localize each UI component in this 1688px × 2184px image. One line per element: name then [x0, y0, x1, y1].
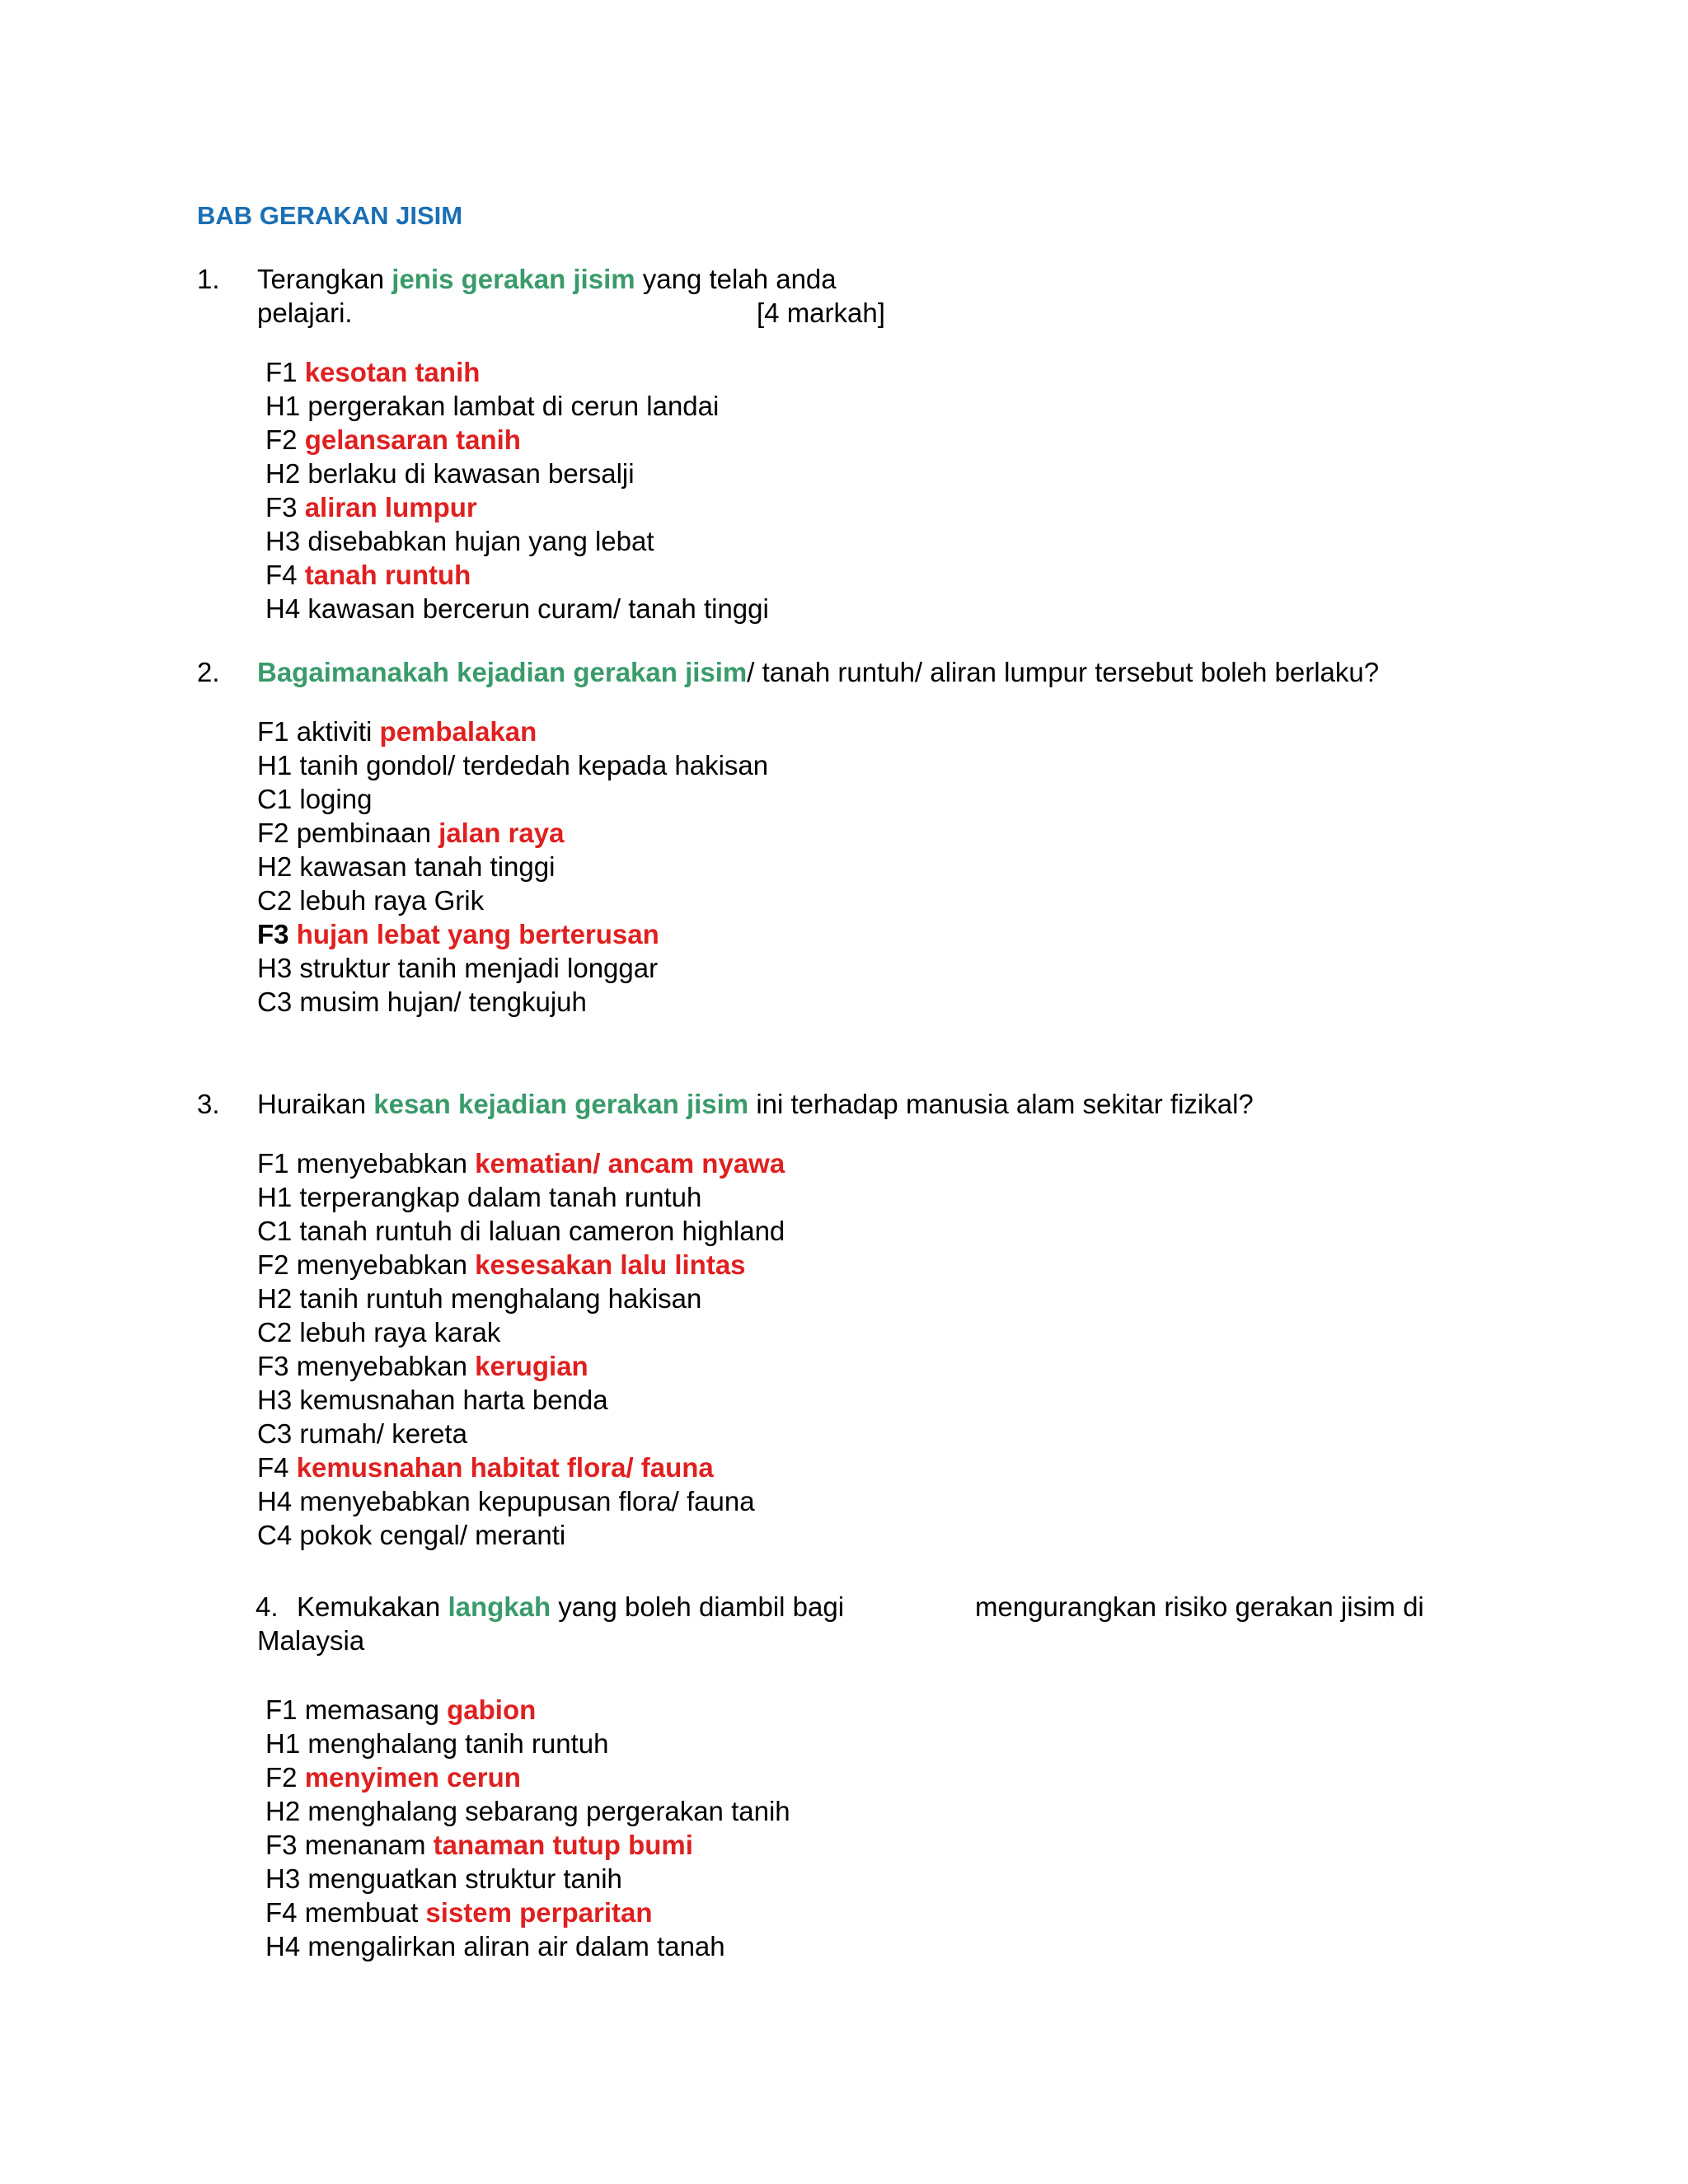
- answer-text: tanih gondol/ terdedah kepada hakisan: [299, 750, 769, 780]
- answer-highlight: kesesakan lalu lintas: [475, 1249, 746, 1280]
- answer-code: H2: [265, 1796, 308, 1826]
- answer-text: kemusnahan harta benda: [299, 1385, 608, 1415]
- answer-text: kawasan tanah tinggi: [299, 851, 556, 882]
- answer-line: [265, 558, 769, 592]
- question-2-post: / tanah runtuh/ aliran lumpur tersebut boleh berlaku?: [747, 657, 1380, 687]
- answer-code: H3: [257, 1385, 300, 1415]
- answer-text: memasang: [304, 1694, 448, 1725]
- answer-code: F3: [257, 1351, 297, 1381]
- answer-text: musim hujan/ tengkujuh: [299, 987, 587, 1017]
- question-3-text: [257, 1087, 1254, 1121]
- answer-highlight: kesotan tanih: [304, 357, 481, 387]
- answer-highlight: pembalakan: [379, 716, 537, 747]
- answer-line: [265, 1862, 790, 1896]
- answer-text: menghalang tanih runtuh: [307, 1728, 609, 1759]
- answer-line: [257, 1518, 785, 1552]
- answer-text: pergerakan lambat di cerun landai: [307, 391, 720, 421]
- answer-text: mengalirkan aliran air dalam tanah: [307, 1931, 725, 1961]
- question-3-answers: [257, 1146, 785, 1552]
- answer-text: menyebabkan: [296, 1351, 476, 1381]
- answer-code: H4: [265, 1931, 308, 1961]
- answer-code: H3: [265, 526, 308, 556]
- answer-line: [257, 715, 768, 748]
- answer-code: F2: [257, 1249, 297, 1280]
- question-1-marks: [4 markah]: [757, 298, 885, 328]
- answer-line: [257, 782, 768, 816]
- answer-text: kawasan bercerun curam/ tanah tinggi: [307, 593, 769, 624]
- question-3-number: 3.: [197, 1089, 220, 1119]
- answer-highlight: tanah runtuh: [304, 560, 471, 590]
- answer-text: pokok cengal/ meranti: [299, 1520, 566, 1550]
- answer-code: H1: [265, 391, 308, 421]
- answer-highlight: jalan raya: [438, 818, 565, 848]
- answer-code: H1: [257, 1182, 300, 1212]
- answer-text: menguatkan struktur tanih: [307, 1863, 622, 1894]
- answer-code: C2: [257, 1317, 300, 1347]
- answer-text: tanih runtuh menghalang hakisan: [299, 1283, 702, 1314]
- answer-line: [257, 1383, 785, 1417]
- answer-text: tanah runtuh di laluan cameron highland: [299, 1216, 785, 1246]
- question-3-pre: Huraikan: [257, 1089, 374, 1119]
- question-4-text-right: mengurangkan risiko gerakan jisim di: [975, 1591, 1424, 1622]
- question-1-keyword: jenis gerakan jisim: [392, 264, 635, 294]
- answer-line: [257, 1146, 785, 1180]
- question-4-answers: [265, 1693, 790, 1963]
- answer-line: [257, 1417, 785, 1451]
- answer-text: berlaku di kawasan bersalji: [307, 458, 635, 489]
- answer-line: [257, 1180, 785, 1214]
- question-1-line2: pelajari.: [257, 298, 353, 328]
- answer-line: [265, 524, 769, 558]
- answer-code: H1: [265, 1728, 308, 1759]
- answer-line: [265, 457, 769, 490]
- answer-line: [257, 883, 768, 917]
- answer-text: menyebabkan: [296, 1249, 476, 1280]
- answer-text: menyebabkan kepupusan flora/ fauna: [299, 1486, 755, 1516]
- answer-text: lebuh raya Grik: [299, 885, 485, 916]
- answer-line: [257, 985, 768, 1019]
- answer-code: H2: [257, 851, 300, 882]
- question-1-number: 1.: [197, 264, 220, 294]
- answer-text: disebabkan hujan yang lebat: [307, 526, 654, 556]
- answer-code: C2: [257, 885, 300, 916]
- question-1-post: yang telah anda: [635, 264, 837, 294]
- answer-line: [265, 1929, 790, 1963]
- answer-text: struktur tanih menjadi longgar: [299, 953, 659, 983]
- answer-line: [257, 1248, 785, 1282]
- question-3-keyword: kesan kejadian gerakan jisim: [373, 1089, 749, 1119]
- answer-code: F4: [265, 1897, 305, 1928]
- answer-text: menanam: [304, 1830, 434, 1860]
- answer-line: [257, 1484, 785, 1518]
- answer-highlight: kematian/ ancam nyawa: [475, 1148, 785, 1179]
- question-1-answers: [265, 355, 769, 626]
- answer-line: [257, 951, 768, 985]
- answer-highlight: aliran lumpur: [304, 492, 477, 523]
- answer-highlight: kerugian: [475, 1351, 588, 1381]
- answer-line: [257, 816, 768, 850]
- answer-code: F2: [265, 1762, 305, 1793]
- answer-code: C4: [257, 1520, 300, 1550]
- question-4-keyword: langkah: [448, 1591, 551, 1622]
- answer-code: F1: [265, 1694, 305, 1725]
- answer-code: H1: [257, 750, 300, 780]
- answer-text: aktiviti: [296, 716, 380, 747]
- answer-line: [265, 389, 769, 423]
- answer-text: membuat: [304, 1897, 426, 1928]
- answer-line: [257, 917, 768, 951]
- answer-text: loging: [299, 784, 373, 814]
- answer-code: F3: [265, 1830, 305, 1860]
- answer-code: H3: [257, 953, 300, 983]
- answer-code: C3: [257, 987, 300, 1017]
- question-4-pre: Kemukakan: [297, 1591, 448, 1622]
- answer-code: C3: [257, 1418, 300, 1449]
- question-1-text: [257, 262, 837, 296]
- answer-highlight: tanaman tutup bumi: [433, 1830, 693, 1860]
- answer-code: F2: [257, 818, 297, 848]
- answer-line: [265, 1760, 790, 1794]
- answer-line: [265, 1828, 790, 1862]
- answer-line: [265, 1896, 790, 1929]
- answer-code: F4: [257, 1452, 297, 1483]
- answer-highlight: gabion: [447, 1694, 537, 1725]
- question-1-pre: Terangkan: [257, 264, 392, 294]
- question-2-number: 2.: [197, 657, 220, 687]
- answer-text: lebuh raya karak: [299, 1317, 501, 1347]
- answer-line: [265, 1727, 790, 1760]
- question-2-text: [257, 655, 1379, 689]
- answer-code: H3: [265, 1863, 308, 1894]
- answer-text: rumah/ kereta: [299, 1418, 467, 1449]
- answer-line: [265, 592, 769, 626]
- answer-highlight: sistem perparitan: [425, 1897, 653, 1928]
- answer-text: terperangkap dalam tanah runtuh: [299, 1182, 702, 1212]
- answer-code: H4: [265, 593, 308, 624]
- answer-code: H2: [257, 1283, 300, 1314]
- answer-code: C1: [257, 784, 300, 814]
- answer-line: [265, 490, 769, 524]
- answer-code: F1: [265, 357, 305, 387]
- answer-line: [265, 1693, 790, 1727]
- answer-line: [265, 1794, 790, 1828]
- question-4-line2: Malaysia: [257, 1625, 365, 1656]
- answer-line: [257, 748, 768, 782]
- answer-line: [257, 1282, 785, 1315]
- answer-text: menghalang sebarang pergerakan tanih: [307, 1796, 790, 1826]
- answer-text: pembinaan: [296, 818, 439, 848]
- answer-code: F4: [265, 560, 305, 590]
- answer-code: F1: [257, 716, 297, 747]
- question-3-post: ini terhadap manusia alam sekitar fizikal?: [748, 1089, 1254, 1119]
- answer-line: [257, 1214, 785, 1248]
- answer-highlight: kemusnahan habitat flora/ fauna: [296, 1452, 714, 1483]
- answer-line: [257, 850, 768, 883]
- answer-line: [265, 355, 769, 389]
- question-2-keyword: Bagaimanakah kejadian gerakan jisim: [257, 657, 748, 687]
- answer-code: H4: [257, 1486, 300, 1516]
- answer-line: [257, 1349, 785, 1383]
- answer-code: F1: [257, 1148, 297, 1179]
- answer-code: F3: [265, 492, 305, 523]
- answer-code: H2: [265, 458, 308, 489]
- answer-code: F2: [265, 424, 305, 455]
- question-2-answers: [257, 715, 768, 1019]
- question-4-number: 4.: [256, 1591, 279, 1622]
- answer-line: [257, 1451, 785, 1484]
- answer-line: [265, 423, 769, 457]
- answer-highlight: menyimen cerun: [304, 1762, 521, 1793]
- answer-highlight: hujan lebat yang berterusan: [296, 919, 659, 949]
- answer-code: C1: [257, 1216, 300, 1246]
- answer-line: [257, 1315, 785, 1349]
- question-4-text: [297, 1590, 844, 1624]
- page-title: BAB GERAKAN JISIM: [197, 201, 463, 230]
- question-4-post: yang boleh diambil bagi: [551, 1591, 845, 1622]
- answer-highlight: gelansaran tanih: [304, 424, 521, 455]
- answer-text: menyebabkan: [296, 1148, 476, 1179]
- answer-code: F3: [257, 919, 297, 949]
